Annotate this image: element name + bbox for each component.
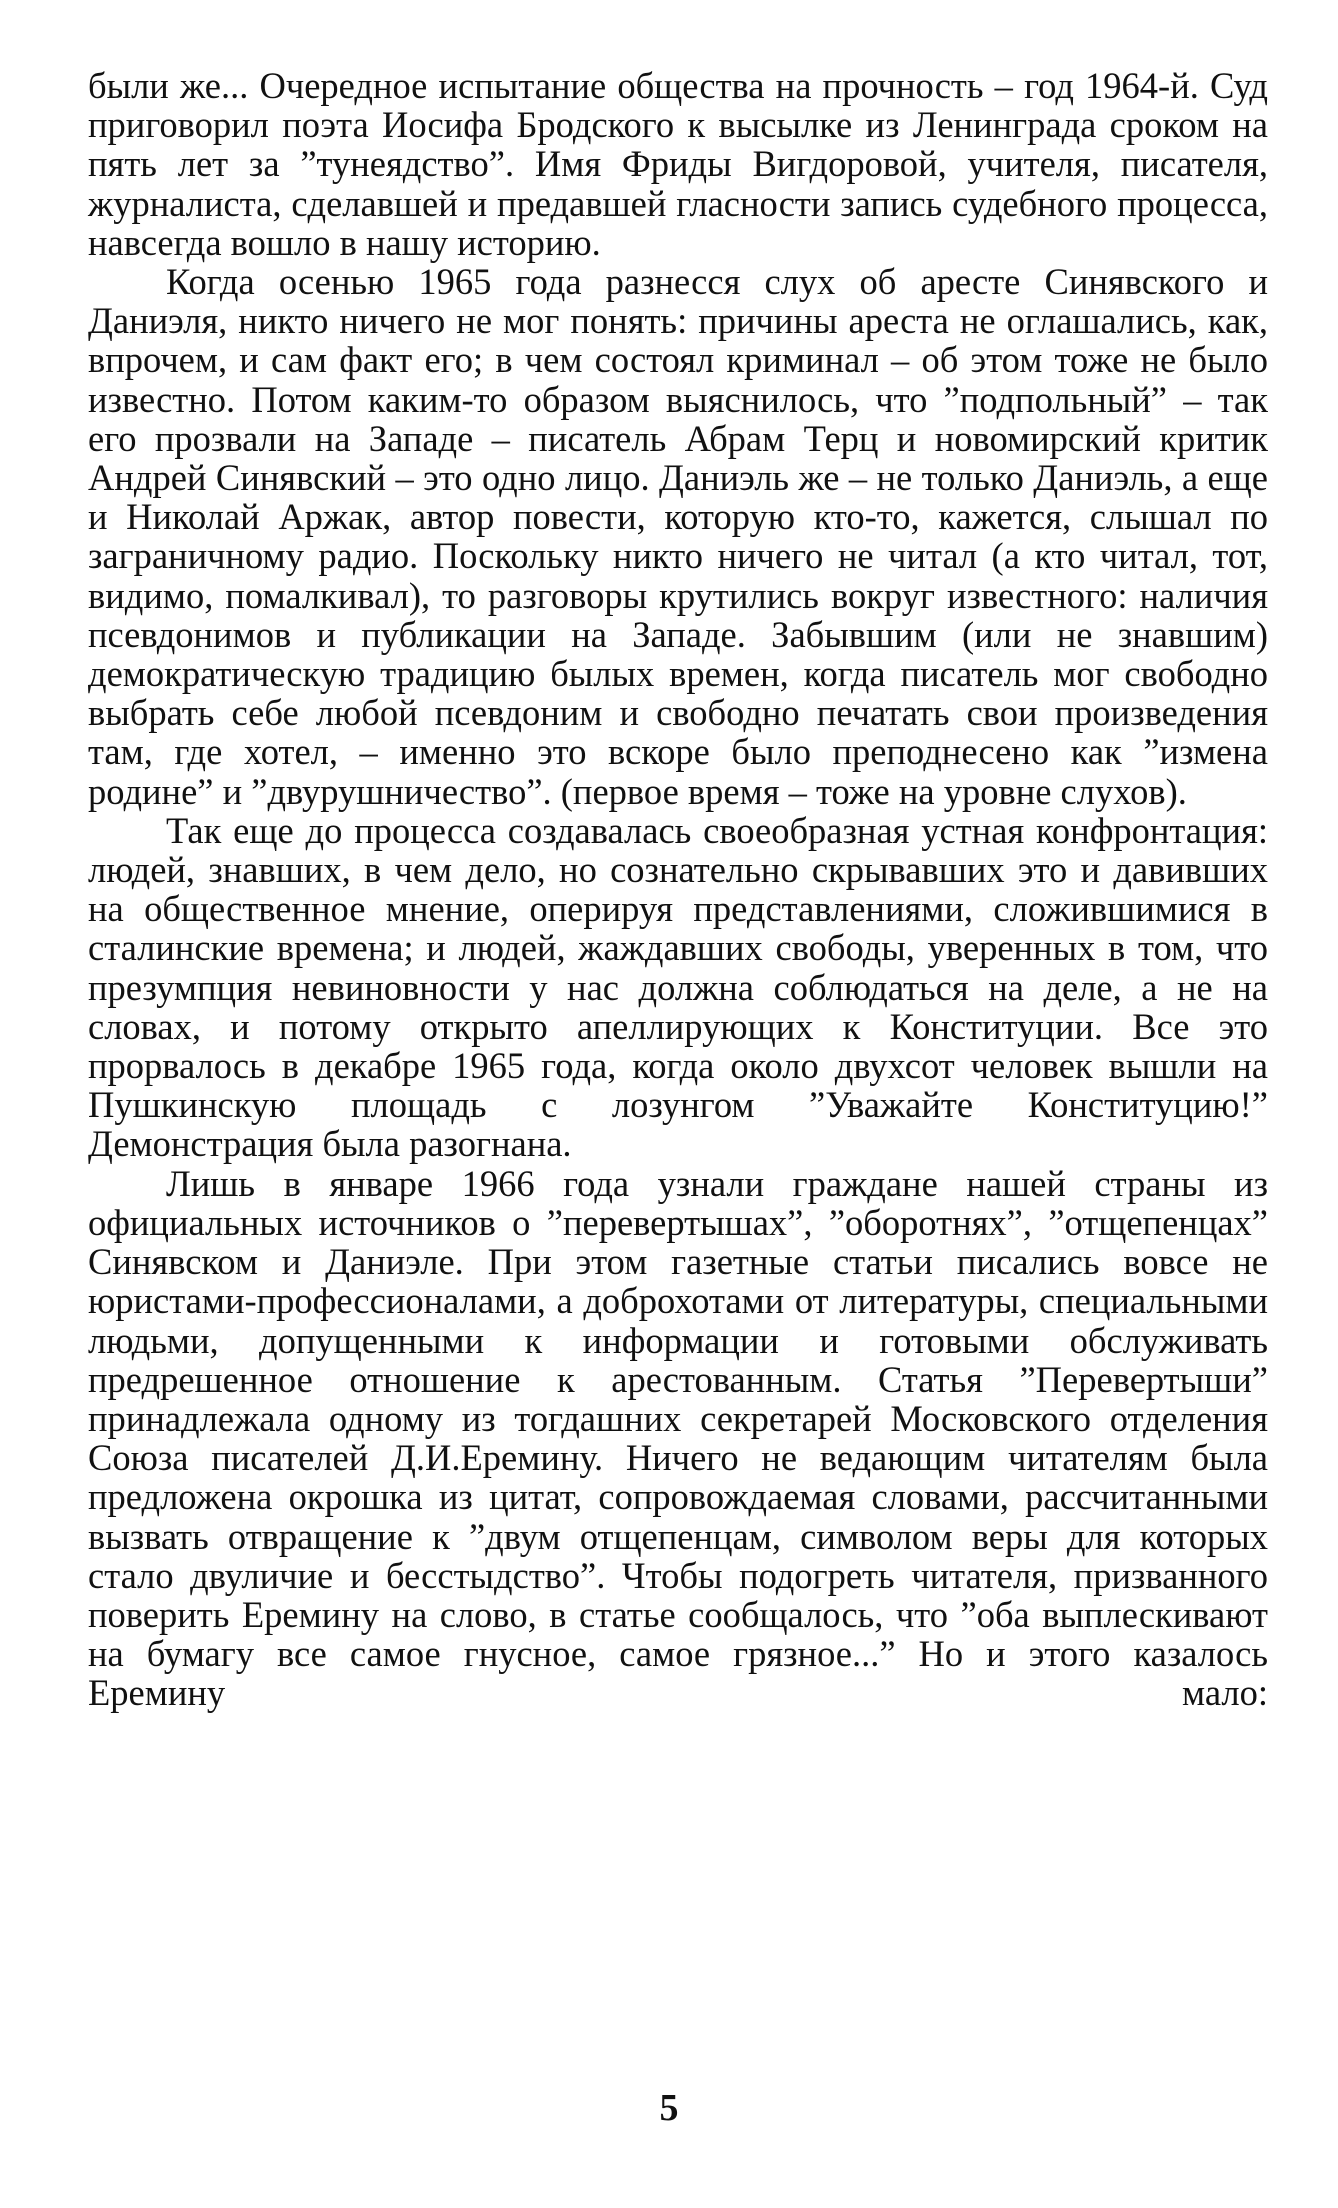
paragraph-confrontation: Так еще до процесса создавалась своеобразная устная конфронтация: людей, знавших, в чем дело, но сознательно скрывавших это и давивших на общественное мнение, оперируя представлениями, сложившимися в сталинские времена; и людей, жаждавших свободы, уверенных в том, что презумпция невиновности у нас должна соблюдаться на деле, а не на словах, и потому открыто апеллирующих к Конституции. Все это прорвалось в декабре 1965 года, когда около двухсот человек вышли на Пушкинскую площадь с лозунгом ”Уважайте Конституцию!” Демонстрация была разогнана. [88,809,1268,1165]
page-number: 5 [659,2087,679,2129]
paragraph-brodsky-trial: были же... Очередное испытание общества на прочность – год 1964-й. Суд приговорил поэта Иосифа Бродского к высылке из Ленинграда сроком на пять лет за ”тунеядство”. Имя Фриды Вигдоровой, учителя, писателя, журналиста, сделавшей и предавшей гласности запись судебного процесса, навсегда вошло в нашу историю. [88,65,1268,263]
paragraph-january-1966: Лишь в январе 1966 года узнали граждане нашей страны из официальных источников о ”перевертышах”, ”оборотнях”, ”отщепенцах” Синявском и Даниэле. При этом газетные статьи писались вовсе не юристами-профессионалами, а доброхотами от литературы, специальными людьми, допущенными к информации и готовыми обслуживать предрешенное отношение к арестованным. Статья ”Перевертыши” принадлежала одному из тогдашних секретарей Московского отделения Союза писателей Д.И.Еремину. Ничего не ведающим читателям была предложена окрошка из цитат, сопровождаемая словами, рассчитанными вызвать отвращение к ”двум отщепенцам, символом веры для которых стало двуличие и бесстыдство”. Чтобы подогреть читателя, призванного поверить Еремину на слово, в статье сообщалось, что ”оба выплескивают на бумагу все самое гнусное, самое грязное...” Но и этого казалось Еремину мало: [88,1162,1268,1714]
body-text [88,66,1268,1713]
paragraph-sinyavsky-daniel-arrest: Когда осенью 1965 года разнесся слух об аресте Синявского и Даниэля, никто ничего не мог понять: причины ареста не оглашались, как, впрочем, и сам факт его; в чем состоял криминал – об этом тоже не было известно. Потом каким-то образом выяснилось, что ”подпольный” – так его прозвали на Западе – писатель Абрам Терц и новомирский критик Андрей Синявский – это одно лицо. Даниэль же – не только Даниэль, а еще и Николай Аржак, автор повести, которую кто-то, кажется, слышал по заграничному радио. Поскольку никто ничего не читал (а кто читал, тот, видимо, помалкивал), то разговоры крутились вокруг известного: наличия псевдонимов и публикации на Западе. Забывшим (или не знавшим) демократическую традицию былых времен, когда писатель мог свободно выбрать себе любой псевдоним и свободно печатать свои произведения там, где хотел, – именно это вскоре было преподнесено как ”измена родине” и ”двурушничество”. (первое время – тоже на уровне слухов). [88,261,1268,812]
